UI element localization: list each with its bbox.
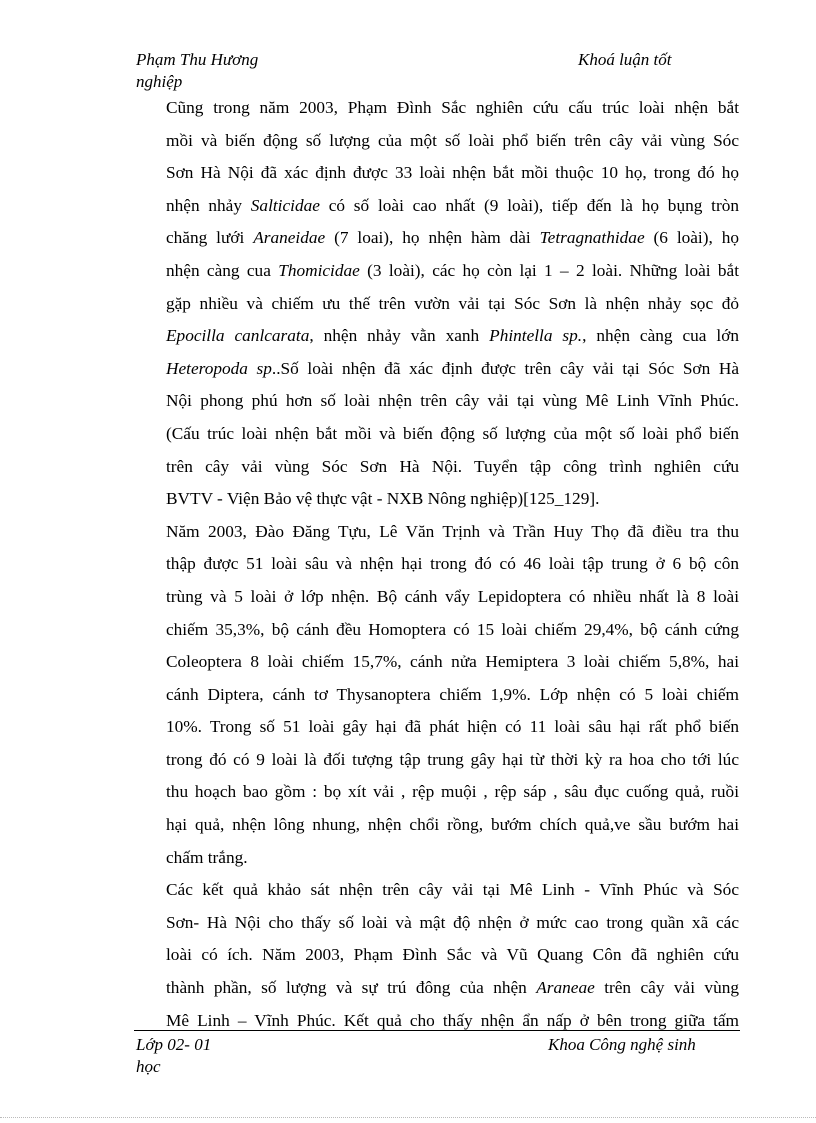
document-body — [136, 92, 739, 1037]
header-title: Khoá luận tốt — [578, 50, 672, 69]
page-edge — [0, 1117, 816, 1118]
paragraph-3: Các kết quả khảo sát nhện trên cây vải tại Mê Linh - Vĩnh Phúc và Sóc Sơn- Hà Nội cho thấy số loài và mật độ nhện ở mức cao trong quần xã các loài có ích. Năm 2003, Phạm Đình Sắc và Vũ Quang Côn đã nghiên cứu thành phần, số lượng và sự trú đông của nhện Araneae trên cây vải vùng Mê Linh – Vĩnh Phúc. Kết quả cho thấy nhện ẩn nấp ở bên trong giữa tấm — [166, 880, 739, 1030]
footer-faculty: Khoa Công nghệ sinh — [548, 1035, 696, 1054]
header-author: Phạm Thu Hương nghiệp — [136, 50, 259, 91]
footer-divider — [134, 1030, 740, 1031]
paragraph-1: Cũng trong năm 2003, Phạm Đình Sắc nghiên cứu cấu trúc loài nhện bắt mồi và biến động số lượng của một số loài phổ biến trên cây vải vùng Sóc Sơn Hà Nội đã xác định được 33 loài nhện bắt mồi thuộc 10 họ, trong đó họ nhện nhảy Salticidae có số loài cao nhất (9 loài), tiếp đến là họ bụng tròn chăng lưới Araneidae (7 loai), họ nhện hàm dài Tetragnathidae (6 loài), họ nhện càng cua Thomicidae (3 loài), các họ còn lại 1 – 2 loài. Những loài bắt gặp nhiều và chiếm ưu thế trên vườn vải tại Sóc Sơn là nhện nhảy sọc đỏ Epocilla canlcarata, nhện nhảy vằn xanh Phintella sp., nhện càng cua lớn Heteropoda sp..Số loài nhện đã xác định được trên cây vải tại Sóc Sơn Hà Nội phong phú hơn số loài nhện trên cây vải tại vùng Mê Linh Vĩnh Phúc. (Cấu trúc loài nhện bắt mồi và biến động số lượng của một số loài phổ biến trên cây vải vùng Sóc Sơn Hà Nội. Tuyển tập công trình nghiên cứu BVTV - Viện Bảo vệ thực vật - NXB Nông nghiệp)[125_129]. — [166, 98, 740, 509]
footer-class: Lớp 02- 01 học — [136, 1035, 212, 1076]
paragraph-2: Năm 2003, Đào Đăng Tựu, Lê Văn Trịnh và Trần Huy Thọ đã điều tra thu thập được 51 loài sâu và nhện hại trong đó có 46 loài tập trung ở 6 bộ côn trùng và 5 loài ở lớp nhện. Bộ cánh vẩy Lepidoptera có nhiều nhất là 8 loài chiếm 35,3%, bộ cánh đều Homoptera có 15 loài chiếm 29,4%, bộ cánh cứng Coleoptera 8 loài chiếm 15,7%, cánh nửa Hemiptera 3 loài chiếm 5,8%, hai cánh Diptera, cánh tơ Thysanoptera chiếm 1,9%. Lớp nhện có 5 loài chiếm 10%. Trong số 51 loài gây hại đã phát hiện có 11 loài sâu hại rất phổ biến trong đó có 9 loài là đối tượng tập trung gây hại từ thời kỳ ra hoa cho tới lúc thu hoạch bao gồm : bọ xít vải , rệp muội , rệp sáp , sâu đục cuống quả, ruồi hại quả, nhện lông nhung, nhện chổi rồng, bướm chích quả,ve sầu bướm hai chấm trắng. — [166, 521, 739, 867]
